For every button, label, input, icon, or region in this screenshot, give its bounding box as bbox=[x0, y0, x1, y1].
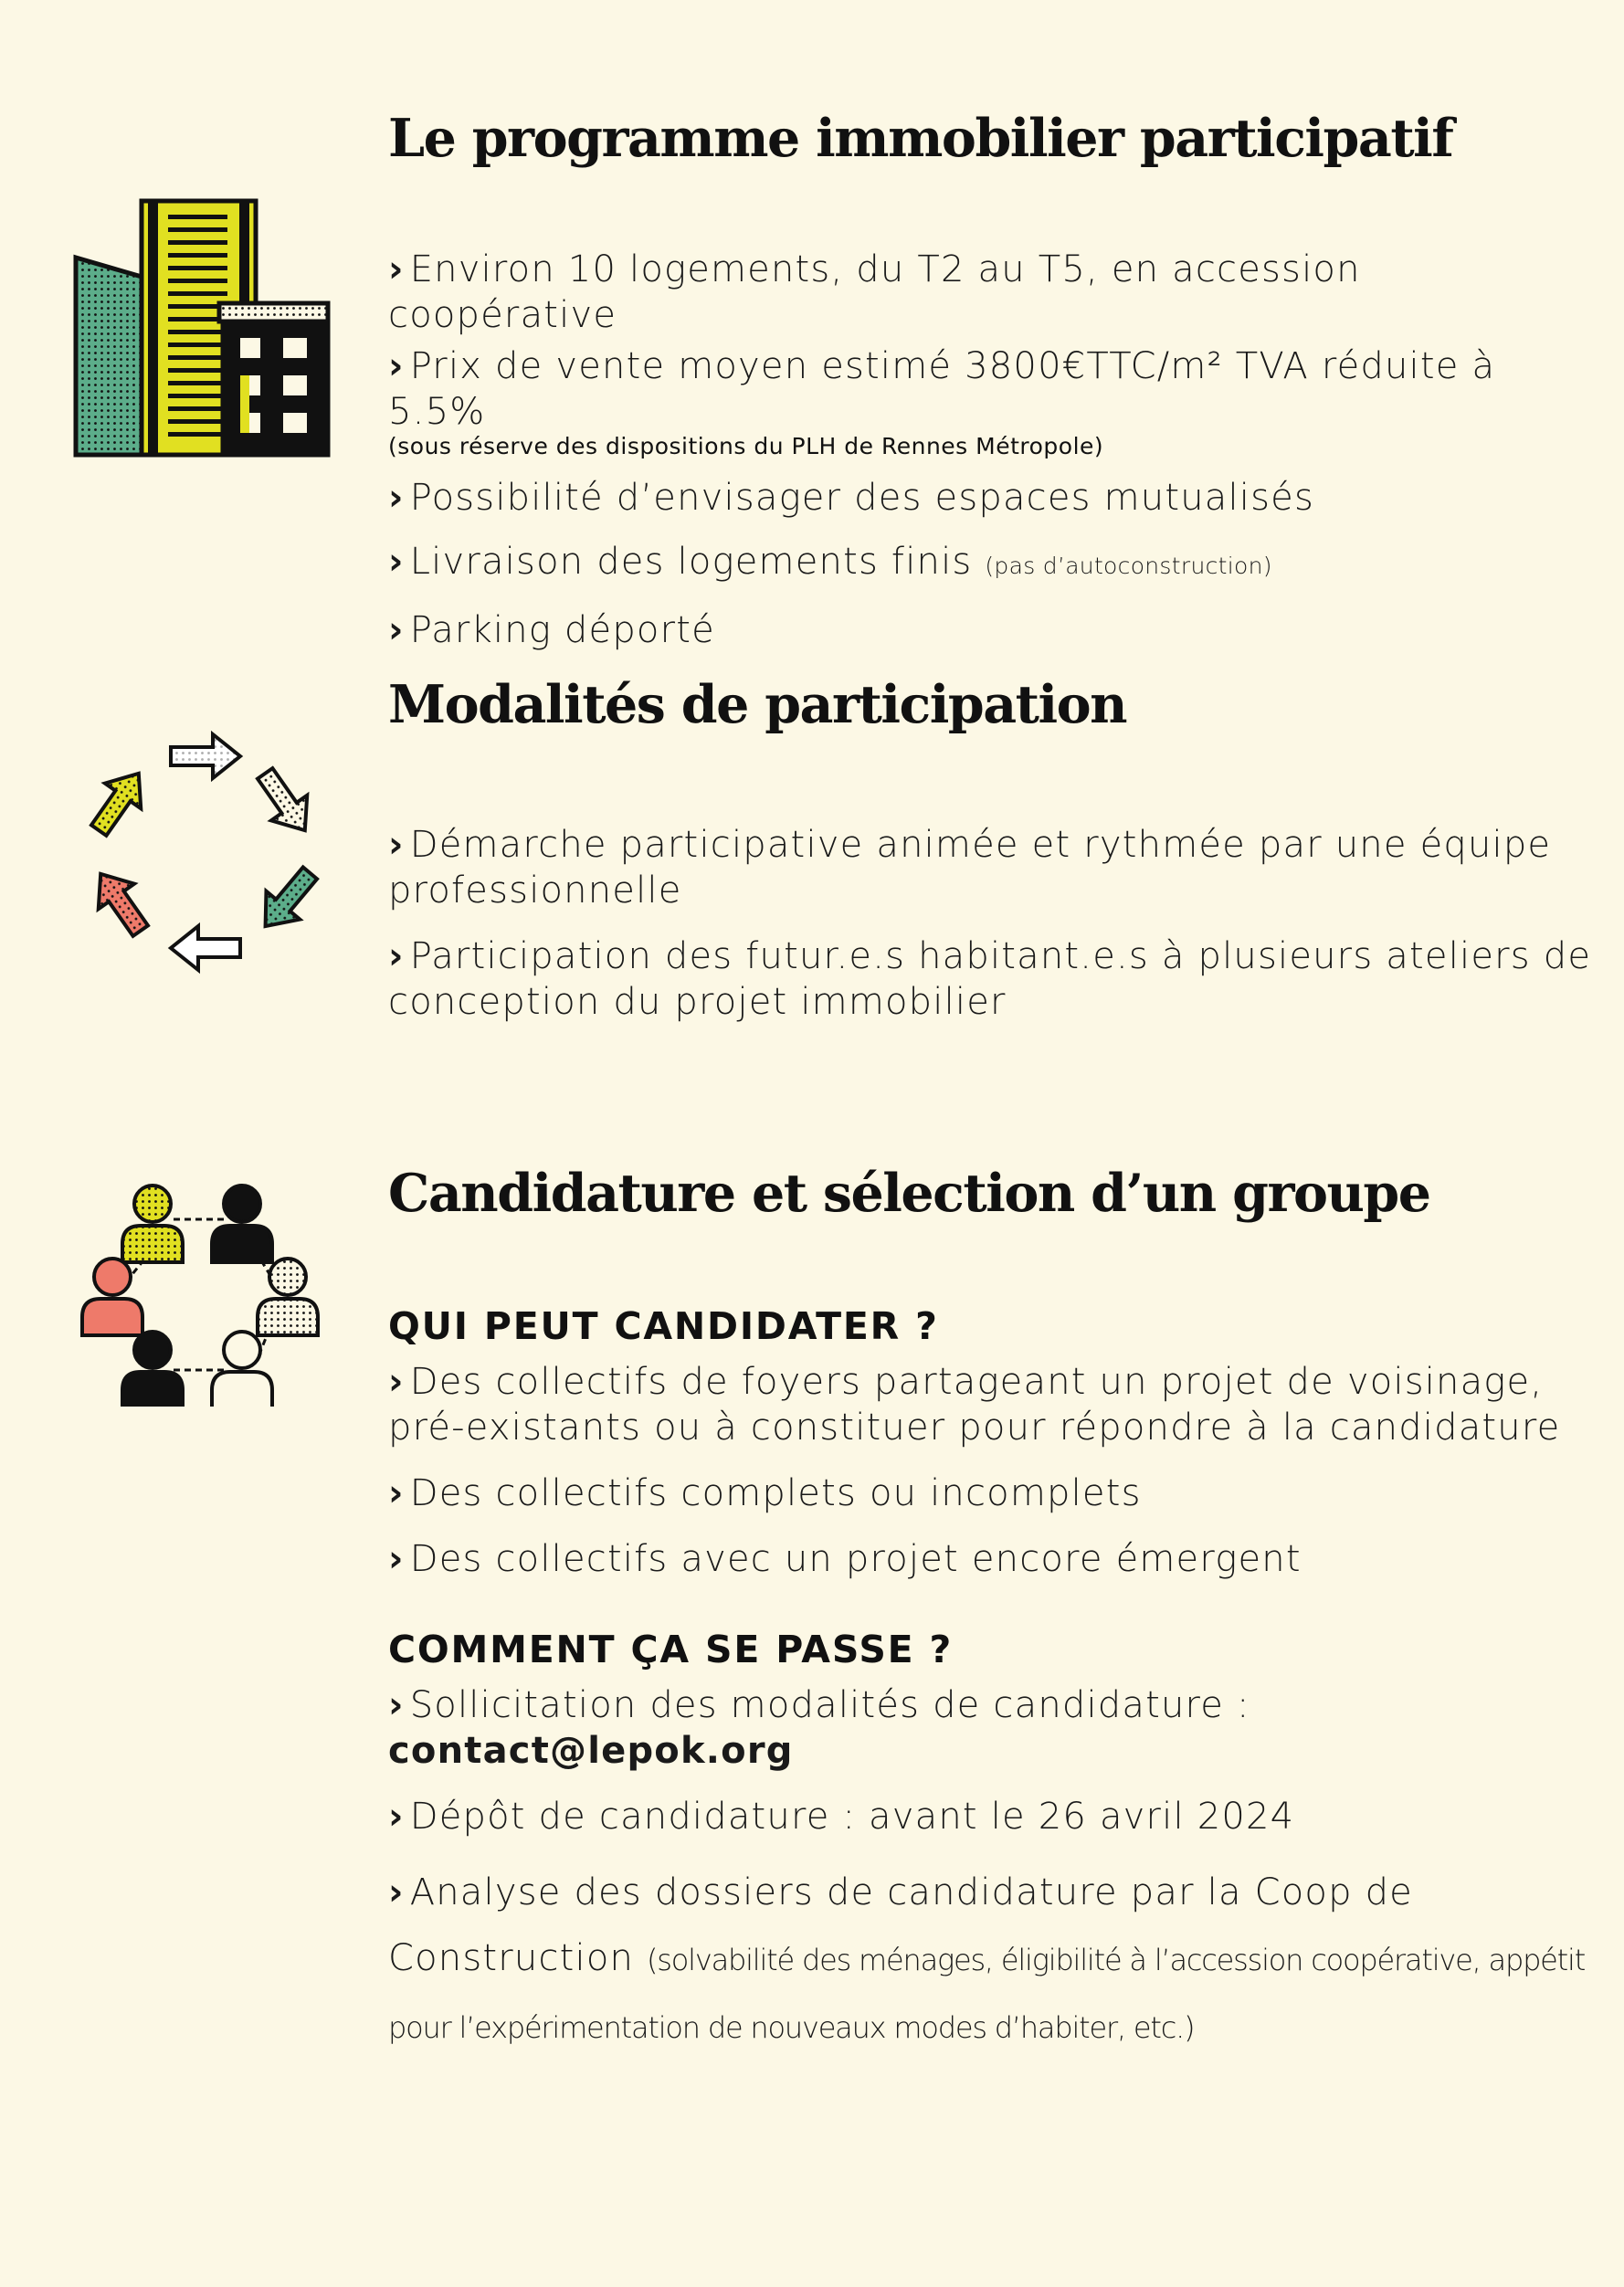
circular-arrows-icon bbox=[82, 722, 329, 986]
programme-item-4: › Livraison des logements finis (pas d’autoconstruction) bbox=[388, 541, 1272, 583]
comment-item-3-note: (solvabilité des ménages, éligibilité à l’accession coopérative, appétit pour l’expérimentation de nouveaux modes d’habiter, etc.) bbox=[388, 1943, 1586, 2045]
buildings-icon bbox=[73, 196, 338, 461]
comment-item-1: › Sollicitation des modalités de candidature : contact@lepok.org bbox=[388, 1684, 1250, 1772]
people-network-icon bbox=[78, 1183, 324, 1407]
qui-item-2: › Des collectifs complets ou incomplets bbox=[388, 1472, 1142, 1514]
modalites-item-2: › Participation des futur.e.s habitant.e.s à plusieurs ateliers de conception du projet immobilier bbox=[388, 935, 1592, 1023]
comment-ca-se-passe-heading: COMMENT ÇA SE PASSE ? bbox=[388, 1628, 954, 1671]
programme-item-4-note: (pas d’autoconstruction) bbox=[985, 553, 1272, 579]
modalites-item-1: › Démarche participative animée et rythmée par une équipe professionnelle bbox=[388, 824, 1552, 912]
section-title-modalites: Modalités de participation bbox=[388, 674, 1127, 735]
programme-item-3: › Possibilité d’envisager des espaces mutualisés bbox=[388, 477, 1315, 519]
programme-item-2: › Prix de vente moyen estimé 3800€TTC/m² TVA réduite à 5.5% bbox=[388, 345, 1496, 433]
qui-item-3: › Des collectifs avec un projet encore émergent bbox=[388, 1538, 1302, 1580]
section-title-candidature: Candidature et sélection d’un groupe bbox=[388, 1163, 1430, 1224]
programme-item-5: › Parking déporté bbox=[388, 609, 715, 651]
qui-item-1: › Des collectifs de foyers partageant un projet de voisinage, pré-existants ou à constituer pour répondre à la candidature bbox=[388, 1361, 1561, 1449]
programme-item-1: › Environ 10 logements, du T2 au T5, en accession coopérative bbox=[388, 248, 1361, 336]
contact-email: contact@lepok.org bbox=[388, 1730, 794, 1772]
programme-note: (sous réserve des dispositions du PLH de Rennes Métropole) bbox=[388, 433, 1104, 459]
comment-item-2: › Dépôt de candidature : avant le 26 avril 2024 bbox=[388, 1796, 1295, 1838]
section-title-programme: Le programme immobilier participatif bbox=[388, 108, 1453, 169]
comment-item-3: › Analyse des dossiers de candidature par la Coop de Construction (solvabilité des ménages, éligibilité à l’accession coopérative, appétit pour l’expérimentation de nouveaux modes d’habiter, etc.) bbox=[388, 1871, 1586, 2045]
qui-peut-candidater-heading: QUI PEUT CANDIDATER ? bbox=[388, 1304, 939, 1348]
